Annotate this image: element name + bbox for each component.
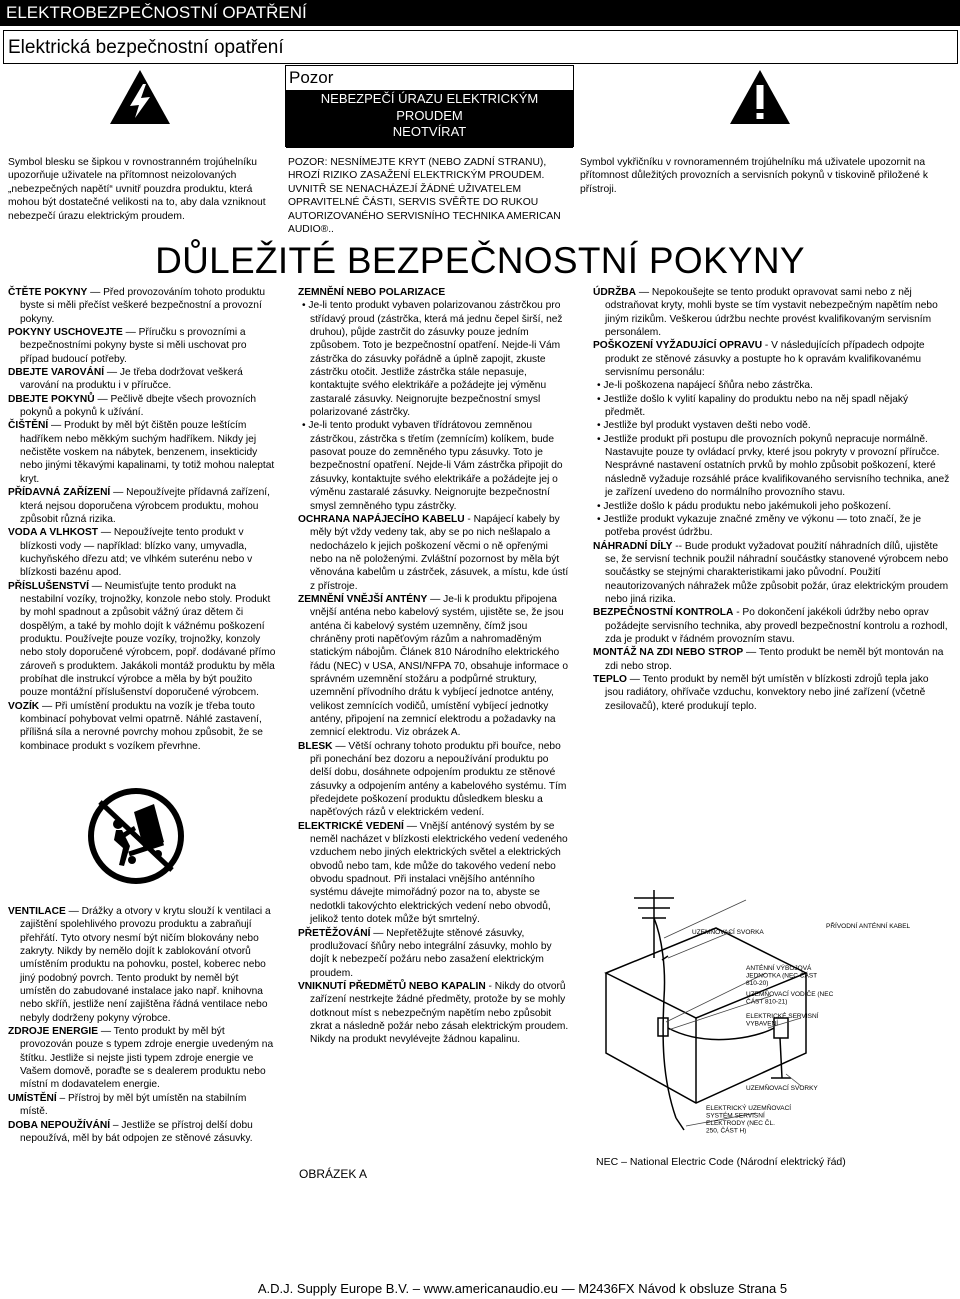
- paragraph: VNIKNUTÍ PŘEDMĚTŮ NEBO KAPALIN - Nikdy do otvorů zařízení nestrkejte žádné předměty, protože by se mohly dotknout míst s nebezpečným napětím nebo způsobit zkrat a následně požár nebo zásah elektrickým proudem. Nikdy na produkt nevylévejte žádnou kapalinu.: [298, 980, 569, 1046]
- bullet: • Jestliže byl produkt vystaven dešti nebo vodě.: [597, 420, 811, 432]
- caution-line: NEOTVÍRAT: [392, 124, 467, 139]
- nec-caption: NEC – National Electric Code (Národní elektrický řád): [596, 1156, 846, 1168]
- caution-line: NEBEZPEČÍ ÚRAZU ELEKTRICKÝM: [320, 91, 539, 106]
- paragraph: MONTÁŽ NA ZDI NEBO STROP — Tento produkt be neměl být montován na zdi nebo strop.: [593, 647, 944, 672]
- figure-label: UZEMŇOVACÍ SVORKA: [692, 929, 764, 936]
- exclamation-symbol-text: Symbol vykřičníku v rovnoramenném trojúhelníku má uživatele upozornit na přítomnost důležitých provozních a servisních pokynů v tiskovině přiložené k přístroji.: [580, 157, 928, 195]
- section-title-bar: ELEKTROBEZPEČNOSTNÍ OPATŘENÍ: [0, 0, 960, 26]
- paragraph: TEPLO — Tento produkt by neměl být umístěn v blízkosti zdrojů tepla jako jsou radiátory, ohřívače vzduchu, konvektory nebo jiné zařízení (včetně zesilovačů), které produkují teplo.: [593, 673, 929, 712]
- figure-label: UZEMŇOVACÍ VODIČE (NEC ČÁST 810-21): [746, 991, 834, 1006]
- paragraph: UMÍSTĚNÍ – Přístroj by měl být umístěn na stabilním místě.: [8, 1092, 247, 1118]
- paragraph: VENTILACE — Drážky a otvory v krytu slouží k ventilaci a zajištění spolehlivého provozu produktu a zabraňují přehřátí. Tyto otvory nesmí být ničím blokovány nebo zakryty. Nikdy by nemělo dojít k zablokování otvorů umístěním produktu na pohovku, postel, koberec nebo jiný podobný povrch. Tento produkt by neměl být umístěn do zabudované instalace jako např. knihovna nebo skříň, jestliže není zajištěna řádná ventilace nebo nebyly dodrženy pokyny výrobce.: [8, 906, 271, 1024]
- paragraph: POKYNY USCHOVEJTE — Příručku s provozními a bezpečnostními pokyny byste si měli uschovat pro případ budoucí potřeby.: [8, 327, 247, 365]
- paragraph: ČIŠTĚNÍ — Produkt by měl být čištěn pouze leštícím hadříkem nebo měkkým suchým hadříkem. Nikdy jej nečistěte voskem na nábytek, benzenem, insekticidy nebo jinými těkavými kapalinami, ty totiž mohou naleptat kryt.: [8, 420, 275, 485]
- exclamation-warning-icon: [728, 68, 792, 126]
- paragraph: OCHRANA NAPÁJECÍHO KABELU - Napájecí kabely by měly být vždy vedeny tak, aby se po nich nešlapalo a nedocházelo k jejich poškození věcmi o ně opřenými nebo na ně položenými. Zvláštní pozornost by měla být věnována kabelům u zástrček, zásuvek, a místu, kde ústí z přístroje.: [298, 513, 569, 592]
- paragraph: VOZÍK — Při umístění produktu na vozík je třeba touto kombinací pohybovat velmi opatrně. Náhlé zastavení, přílišná síla a nerovné povrchy mohou způsobit, že se kombinace produkt s vozíkem převrhne.: [8, 700, 263, 752]
- paragraph: PŘETĚŽOVÁNÍ — Nepřetěžujte stěnové zásuvky, prodlužovací šňůry nebo integrální zásuvky, mohlo by dojít k nebezpečí požáru nebo zasažení elektrickým proudem.: [298, 927, 552, 979]
- paragraph: DOBA NEPOUŽÍVÁNÍ – Jestliže se přístroj delší dobu nepoužívá, měl by bát odpojen ze stěnové zásuvky.: [8, 1119, 253, 1144]
- caution-line: PROUDEM: [396, 107, 463, 123]
- figure-label: ELEKTRICKÝ UZEMŇOVACÍ SYSTÉM SERVISNÍ ELEKTRODY (NEC ČL. 250, ČÁST H): [706, 1105, 792, 1135]
- paragraph: DBEJTE VAROVÁNÍ — Je třeba dodržovat veškerá varování na produktu i v příručce.: [8, 367, 243, 392]
- paragraph: DBEJTE POKYNŮ — Pečlivě dbejte všech provozních pokynů a pokynů k užívání.: [8, 393, 256, 419]
- cart-tipover-warning-icon: [88, 788, 184, 884]
- caution-title: Pozor: [289, 68, 334, 87]
- caution-banner: [286, 90, 573, 148]
- bullet: • Jestliže produkt vykazuje značné změny ve výkonu — toto značí, že je potřeba provést údržbu.: [597, 513, 922, 539]
- antenna-grounding-diagram: [596, 878, 911, 1148]
- paragraph: POŠKOZENÍ VYŽADUJÍCÍ OPRAVU - V následujících případech odpojte produkt ze stěnové zásuvky a postupte ho k opravám kvalifikovanému servisnímu personálu:: [593, 340, 925, 379]
- section-subtitle: Elektrická bezpečnostní opatření: [3, 30, 958, 64]
- figure-label: ANTÉNNÍ VÝBOJOVÁ JEDNOTKA (NEC ČÁST 810-20): [746, 965, 818, 987]
- paragraph: VODA A VLHKOST — Nepoužívejte tento produkt v blízkosti vody — například: blízko vany, umyvadla, kuchyňského dřezu atd; ve vlhkém suterénu nebo v blízkosti bazénu apod.: [8, 527, 253, 579]
- figure-label: OBRÁZEK A: [299, 1167, 368, 1181]
- instructions-column-1-lower: [8, 905, 276, 1145]
- paragraph: ZDROJE ENERGIE — Tento produkt by měl být provozován pouze s typem zdroje energie uvedeným na štítku. Jestliže si nejste jisti typem zdroje energie ve Vašem domově, poraďte se s dealerem produktu nebo místní m dodavatelem energie.: [8, 1026, 274, 1091]
- caution-box: [285, 65, 574, 147]
- bullet: • Je-li tento produkt vybaven třídrátovou zemněnou zástrčkou, zástrčka s třetím (zemnícím) kolíkem, bude pasovat pouze do zemněného typu zásuvky. Toto je bezpečnostní opatření. Nejde-li Vám zástrčka připojit do zásuvky, kontaktujte svého elektrikáře a požádejte jej o výměnu zastaralé zásuvky. Neignorujte bezpečnostní smysl zemněného typu zástrčky.: [302, 420, 563, 512]
- paragraph: ZEMNĚNÍ VNĚJŠÍ ANTÉNY — Je-li k produktu připojena vnější anténa nebo kabelový systém, ujistěte se, že jsou anténa či kabelový systém uzemněny, čímž jsou chráněny proti napěťovým rázům a nahromaděným statickým nábojům. Článek 810 Národního elektrického řádu (NEC) v USA, ANSI/NFPA 70, obsahuje informace o správném uzemnění stožáru a podpůrné struktury, uzemnění přívodního drátu k vybíjecí jednotce antény, velikost zemnících vodičů, umístění vybíjecí jednotky antény, připojení na zemnicí elektrodu a požadavky na zemnicí elektrodu. Viz obrázek A.: [298, 593, 569, 739]
- main-heading: DŮLEŽITÉ BEZPEČNOSTNÍ POKYNY: [155, 240, 805, 281]
- caution-text: POZOR: NESNÍMEJTE KRYT (NEBO ZADNÍ STRANU), HROZÍ RIZIKO ZASAŽENÍ ELEKTRICKÝM PROUDEM. UVNITŘ SE NENACHÁZEJÍ ŽÁDNÉ UŽIVATELEM OPRAVITELNÉ ČÁSTI, SERVIS SVĚŘTE DO RUKOU AUTORIZOVANÉHO SERVISNÍHO TECHNIKA AMERICAN AUDIO®..: [288, 157, 561, 236]
- figure-label: PŘÍVODNÍ ANTÉNNÍ KABEL: [826, 923, 911, 930]
- paragraph: PŘÍSLUŠENSTVÍ — Neumisťujte tento produkt na nestabilní vozíky, trojnožky, konzole nebo stoly. Produkt by mohl spadnout a způsobit vážný úraz dětem či dospělým, a také by mohlo dojít k vážnému poškození produktu. Používejte pouze vozíky, trojnožky, konzoly nebo stoly doporučené výrobcem, popř. dodávané přímo zároveň s produktem. Jakákoli montáž produktu by měla probíhat dle instrukcí výrobce a měla by být použito pouze montážní příslušenství doporučené výrobcem.: [8, 580, 276, 699]
- heading: ZEMNĚNÍ NEBO POLARIZACE: [298, 287, 446, 298]
- bullet: • Je-li tento produkt vybaven polarizovanou zástrčkou pro střídavý proud (zástrčka, která má jednu čepel širší, než druhou), půjde zastrčit do zásuvky pouze jedním způsobem. Toto je bezpečnostní opatření. Nejde-li Vám zástrčka do zásuvky pořádně a úplně zapojit, zkuste zástrčku otočit. Jestliže zástrčka stále nepasuje, kontaktujte svého elektrikáře a požádejte jej výměnu zastaralé zásuvky. Neignorujte bezpečnostní smysl polarizované zástrčky.: [302, 300, 563, 419]
- instructions-column-1: [8, 286, 276, 753]
- paragraph: BLESK — Větší ochrany tohoto produktu při bouřce, nebo při ponechání bez dozoru a nepoužívání produktu po delší dobu, dosáhnete odpojením produktu ze stěnové zásuvky a odpojením antény a kabelového systému. Tím předejdete poškození produktu důsledkem blesku a napěťových rázů v elektrickém vedení.: [298, 740, 567, 819]
- paragraph: ČTĚTE POKYNY — Před provozováním tohoto produktu byste si měli přečíst veškeré bezpečnostní a provozní pokyny.: [8, 287, 266, 325]
- paragraph: ÚDRŽBA — Nepokoušejte se tento produkt opravovat sami nebo z něj odstraňovat kryty, mohli byste se tím vystavit nebezpečným napětím nebo jiným rizikům. Veškerou údržbu nechte provést kvalifikovaným servisním personálem.: [593, 287, 938, 339]
- paragraph: PŘÍDAVNÁ ZAŘÍZENÍ — Nepoužívejte přídavná zařízení, která nejsou doporučena výrobcem produktu, mohou způsobit různá rizika.: [8, 487, 270, 525]
- bullet: • Jestliže produkt při postupu dle provozních pokynů nepracuje normálně. Nastavujte pouze ty ovládací prvky, které jsou pokryty v provozní příručce. Nesprávné nastavení ostatních prvků by mohlo způsobit poškození, které následně vyžaduje rozsáhlé práce kvalifikovaného servisního technika, anež je zařízení uvedeno do normálního provozního stavu.: [597, 433, 950, 499]
- lightning-warning-icon: [108, 68, 172, 126]
- page-footer: A.D.J. Supply Europe B.V. – www.americanaudio.eu — M2436FX Návod k obsluze Strana 5: [257, 1281, 788, 1296]
- figure-label: UZEMŇOVACÍ SVORKY: [746, 1085, 818, 1092]
- bullet: • Jestliže došlo k vylití kapaliny do produktu nebo na něj spadl nějaký předmět.: [597, 393, 909, 419]
- bullet: • Je-li poškozena napájecí šňůra nebo zástrčka.: [597, 380, 813, 392]
- lightning-symbol-text: Symbol blesku se šipkou v rovnostranném trojúhelníku upozorňuje uživatele na přítomnost neizolovaných „nebezpečných napětí“ uvnitř pouzdra produktu, která mohou být dostatečné velikosti na to, aby dala vzniknout nebezpečí úrazu elektrickým proudem.: [8, 157, 266, 222]
- instructions-column-3: [593, 286, 950, 713]
- instructions-column-2: [298, 286, 570, 1047]
- paragraph: BEZPEČNOSTNÍ KONTROLA - Po dokončení jakékoli údržby nebo oprav požádejte servisního technika, aby provedl bezpečnostní kontrolu a rozhodl, zda je produkt v řádném provozním stavu.: [593, 607, 948, 645]
- paragraph: NÁHRADNÍ DÍLY -- Bude produkt vyžadovat použití náhradních dílů, ujistěte se, že servisní technik použil náhradní součástky stanovené výrobcem nebo součástky se stejnými charakteristikami jako původní. Použití neautorizovaných náhražek může způsobit požár, úraz elektrickým proudem nebo jiná rizika.: [593, 540, 949, 605]
- paragraph: ELEKTRICKÉ VEDENÍ — Vnější anténový systém by se neměl nacházet v blízkosti elektrického vedení vedeného vzduchem nebo jiných elektrických světel a elektrických obvodů nebo tam, kde může do takového vedení nebo obvodu spadnout. Při instalaci vnějšího anténního systému dávejte mimořádný pozor na to, abyste se nedotkli takovýchto elektrických vedení nebo obvodů, jelikož tento dotek může být smrtelný.: [298, 820, 568, 926]
- bullet: • Jestliže došlo k pádu produktu nebo jakémukoli jeho poškození.: [597, 500, 892, 512]
- figure-label: ELEKTRICKÉ SERVISNÍ VYBAVENÍ: [746, 1013, 819, 1028]
